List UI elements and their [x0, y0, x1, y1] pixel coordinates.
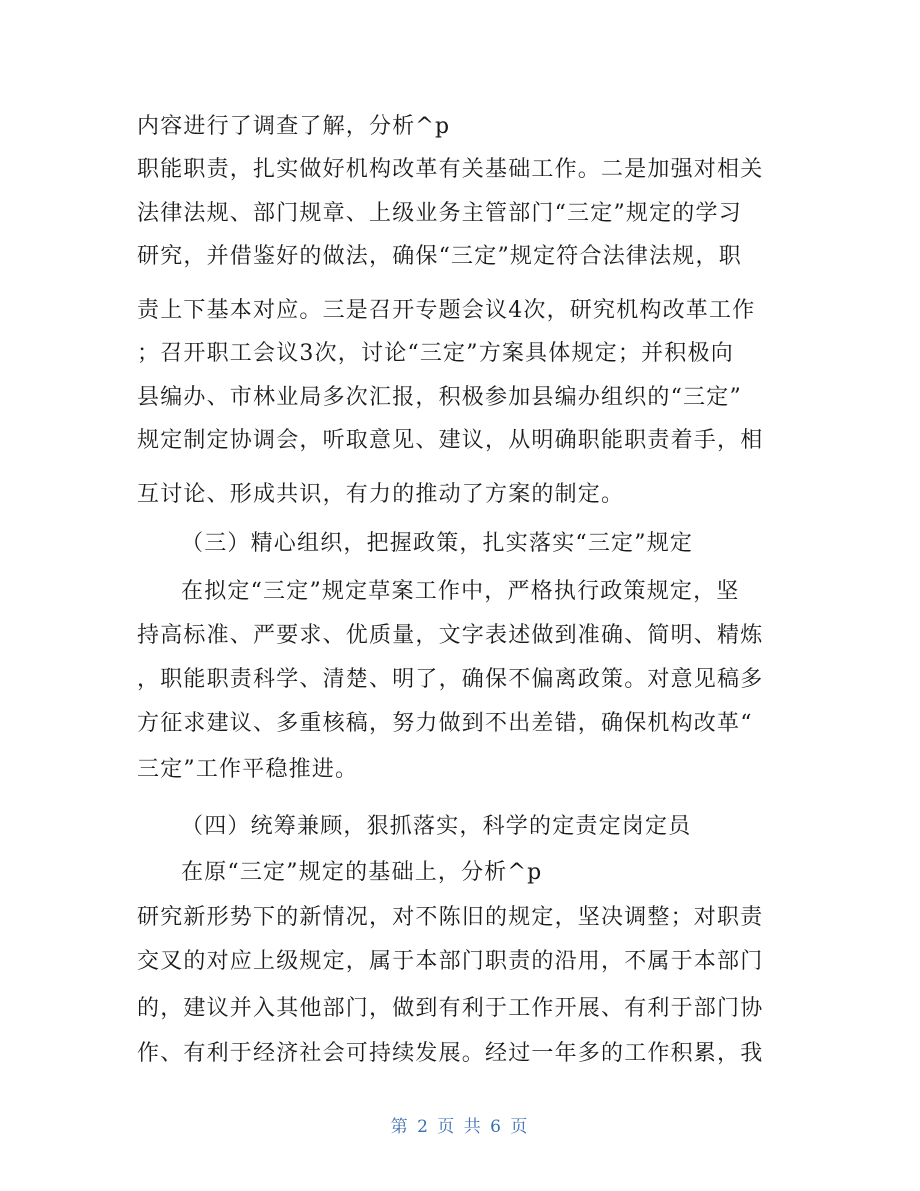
text-line: 研究，并借鉴好的做法，确保“三定”规定符合法律法规，职	[137, 244, 742, 269]
text-line: 责上下基本对应。三是召开专题会议4次，研究机构改革工作	[137, 298, 756, 323]
section-heading: （三）精心组织，把握政策，扎实落实“三定”规定	[181, 531, 694, 556]
paragraph-first-line: 在原“三定”规定的基础上，分析^p	[181, 860, 543, 885]
text-line: 方征求建议、多重核稿，努力做到不出差错，确保机构改革“	[137, 711, 753, 736]
text-line: 三定”工作平稳推进。	[137, 757, 359, 782]
text-line: 法律法规、部门规章、上级业务主管部门“三定”规定的学习	[137, 201, 742, 226]
text-line: 内容进行了调查了解，分析^p	[137, 114, 451, 139]
text-line: 研究新形势下的新情况，对不陈旧的规定，坚决调整；对职责	[137, 905, 764, 930]
text-line: 规定制定协调会，听取意见、建议，从明确职能职责着手，相	[137, 428, 764, 453]
text-line: 互讨论、形成共识，有力的推动了方案的制定。	[137, 482, 625, 507]
text-line: ，职能职责科学、清楚、明了，确保不偏离政策。对意见稿多	[137, 667, 764, 692]
page-number-footer: 第 2 页 共 6 页	[390, 1117, 530, 1137]
text-line: 职能职责，扎实做好机构改革有关基础工作。二是加强对相关	[137, 157, 764, 182]
text-line: 交叉的对应上级规定，属于本部门职责的沿用，不属于本部门	[137, 949, 764, 974]
text-line: 作、有利于经济社会可持续发展。经过一年多的工作积累，我	[137, 1041, 764, 1066]
text-line: 的，建议并入其他部门，做到有利于工作开展、有利于部门协	[137, 996, 764, 1021]
paragraph-first-line: 在拟定“三定”规定草案工作中，严格执行政策规定，坚	[181, 579, 740, 604]
text-line: ；召开职工会议3次，讨论“三定”方案具体规定；并积极向	[137, 341, 734, 366]
text-line: 持高标准、严要求、优质量，文字表述做到准确、简明、精炼	[137, 623, 764, 648]
section-heading: （四）统筹兼顾，狠抓落实，科学的定责定岗定员	[181, 814, 692, 839]
text-line: 县编办、市林业局多次汇报，积极参加县编办组织的“三定”	[137, 385, 742, 410]
